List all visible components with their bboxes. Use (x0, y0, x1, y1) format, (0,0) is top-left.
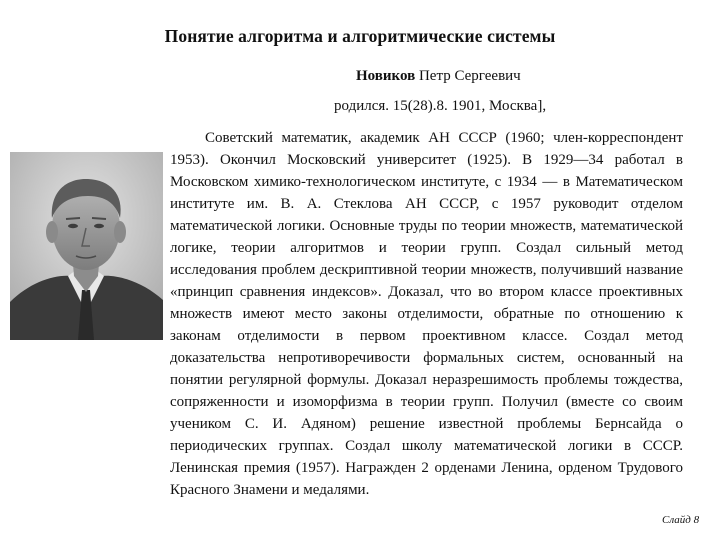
author-given-name: Петр Сергеевич (415, 68, 521, 84)
author-name (356, 68, 521, 85)
portrait-illustration (10, 152, 163, 340)
biography-text: Советский математик, академик АН СССР (1960; член-корреспондент 1953). Окончил Московский университет (1925). В 1929—34 работал в Московском химико-технологическом институте, с 1934 — в Математическом институте им. В. А. Стеклова АН СССР, с 1957 руководит отделом математической логики. Основные труды по теории множеств, математической логике, теории алгоритмов и теории групп. Создал сильный метод исследования проблем дескриптивной теории множеств, получивший название «принцип сравнения индексов». Доказал, что во втором классе проективных множеств имеют место законы отделимости, обратные по отношению к законам отделимости в первом проективном классе. Создал метод доказательства непротиворечивости формальных систем, основанный на понятии регулярной формулы. Доказал неразрешимость проблемы тождества, сопряженности и изоморфизма в теории групп. Получил (вместе со своим учеником С. И. Адяном) решение известной проблемы Бернсайда о периодических группах. Создал школу математической логики в СССР. Ленинская премия (1957). Награжден 2 орденами Ленина, орденом Трудового Красного Знамени и медалями. (170, 130, 683, 498)
author-surname: Новиков (356, 68, 416, 84)
birth-info: родился. 15(28).8. 1901, Москва], (334, 98, 547, 114)
portrait-photo (10, 152, 163, 340)
slide-title: Понятие алгоритма и алгоритмические системы (164, 26, 556, 46)
slide-number: Слайд 8 (662, 514, 700, 526)
